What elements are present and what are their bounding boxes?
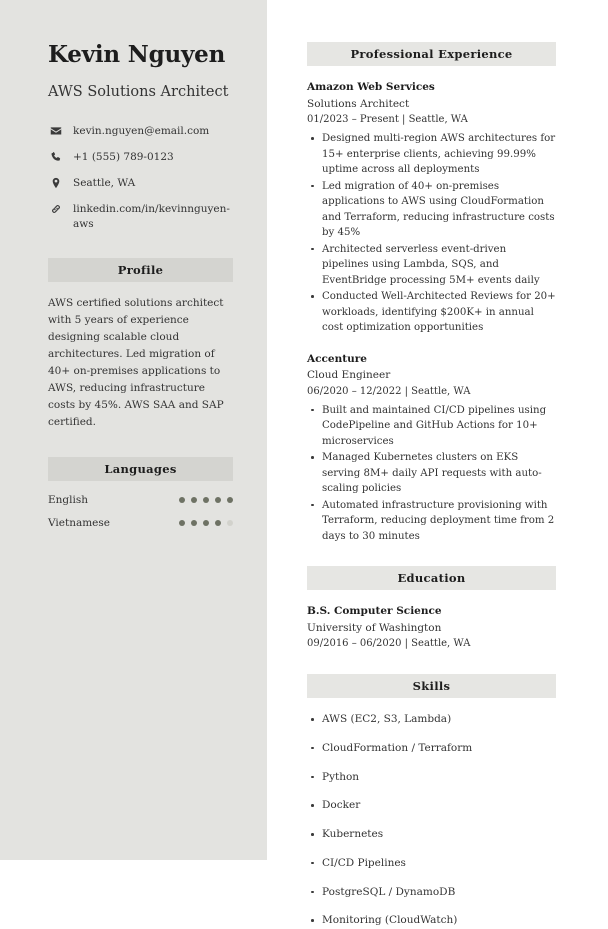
job-role: Cloud Engineer	[307, 369, 391, 382]
skill-item: Kubernetes	[320, 827, 556, 843]
job-bullet: Architected serverless event-driven pipelines using Lambda, SQS, and EventBridge processing 5M+ events daily	[320, 242, 556, 289]
experience-entry	[307, 352, 556, 545]
language-item	[48, 517, 233, 529]
education-section	[307, 566, 556, 652]
skill-item: AWS (EC2, S3, Lambda)	[320, 712, 556, 728]
contact-email-text: kevin.nguyen@email.com	[73, 125, 210, 138]
job-bullet: Led migration of 40+ on-premises applications to AWS using CloudFormation and Terraform, reducing infrastructure costs by 45%	[320, 179, 556, 241]
job-meta: 06/2020 – 12/2022 | Seattle, WA	[307, 385, 471, 397]
job-role: Solutions Architect	[307, 97, 410, 110]
contact-phone-text: +1 (555) 789-0123	[73, 151, 174, 164]
experience-section	[307, 42, 556, 544]
rating-dot-filled	[203, 520, 209, 526]
rating-dot-filled	[227, 497, 233, 503]
job-company: Amazon Web Services	[307, 81, 435, 93]
profile-summary-text: AWS certified solutions architect with 5 years of experience designing scalable cloud architectures. Led migration of 40+ on-premises applications to AWS, reducing infrastructure costs by 45%. AWS SAA and SAP certified.	[48, 296, 224, 428]
rating-dot-filled	[215, 497, 221, 503]
experience-section-heading: Professional Experience	[307, 42, 556, 66]
contact-item-location	[48, 176, 233, 191]
rating-dot-empty	[227, 520, 233, 526]
candidate-headline: AWS Solutions Architect	[48, 84, 229, 101]
education-meta: 09/2016 – 06/2020 | Seattle, WA	[307, 638, 471, 650]
job-bullet: Built and maintained CI/CD pipelines using CodePipeline and GitHub Actions for 10+ microservices	[320, 403, 556, 450]
skills-list	[307, 712, 556, 929]
map-pin-icon	[48, 176, 63, 189]
rating-dot-filled	[179, 520, 185, 526]
contact-location-text: Seattle, WA	[73, 177, 136, 190]
experience-entry	[307, 80, 556, 336]
language-item	[48, 494, 233, 506]
contact-item-linkedin[interactable]	[48, 202, 233, 232]
language-rating-dots	[179, 520, 233, 526]
rating-dot-filled	[203, 497, 209, 503]
contact-item-email[interactable]	[48, 124, 233, 139]
skill-item: Monitoring (CloudWatch)	[320, 913, 556, 929]
language-name: English	[48, 493, 89, 506]
skill-item: CI/CD Pipelines	[320, 856, 556, 872]
language-rating-dots	[179, 497, 233, 503]
contact-item-phone[interactable]	[48, 150, 233, 165]
skill-item: PostgreSQL / DynamoDB	[320, 885, 556, 901]
education-degree: B.S. Computer Science	[307, 605, 442, 618]
skills-section-heading: Skills	[307, 674, 556, 698]
phone-icon	[48, 150, 63, 163]
job-meta: 01/2023 – Present | Seattle, WA	[307, 114, 468, 126]
contact-linkedin-text: linkedin.com/in/kevinnguyen-aws	[73, 203, 230, 231]
job-bullet: Conducted Well-Architected Reviews for 20+ workloads, identifying $200K+ in annual cost optimization opportunities	[320, 289, 556, 336]
skills-section	[307, 674, 556, 929]
language-name: Vietnamese	[48, 516, 110, 529]
skill-item: CloudFormation / Terraform	[320, 741, 556, 757]
experience-job-list	[307, 80, 556, 544]
link-icon	[48, 202, 63, 215]
education-school: University of Washington	[307, 621, 442, 634]
profile-section-heading: Profile	[48, 258, 233, 282]
sidebar	[0, 0, 267, 860]
rating-dot-filled	[179, 497, 185, 503]
contact-list	[48, 124, 233, 232]
envelope-icon	[48, 124, 63, 137]
main-column	[267, 0, 608, 927]
job-bullet-list	[307, 403, 556, 545]
rating-dot-filled	[215, 520, 221, 526]
candidate-name: Kevin Nguyen	[48, 41, 226, 68]
languages-section-heading: Languages	[48, 457, 233, 481]
rating-dot-filled	[191, 520, 197, 526]
job-bullet-list	[307, 131, 556, 336]
skill-item: Python	[320, 770, 556, 786]
skill-item: Docker	[320, 798, 556, 814]
rating-dot-filled	[191, 497, 197, 503]
job-bullet: Managed Kubernetes clusters on EKS serving 8M+ daily API requests with auto-scaling policies	[320, 450, 556, 497]
job-bullet: Automated infrastructure provisioning with Terraform, reducing deployment time from 2 days to 30 minutes	[320, 498, 556, 545]
job-bullet: Designed multi-region AWS architectures for 15+ enterprise clients, achieving 99.99% uptime across all deployments	[320, 131, 556, 178]
job-company: Accenture	[307, 352, 367, 365]
education-section-heading: Education	[307, 566, 556, 590]
